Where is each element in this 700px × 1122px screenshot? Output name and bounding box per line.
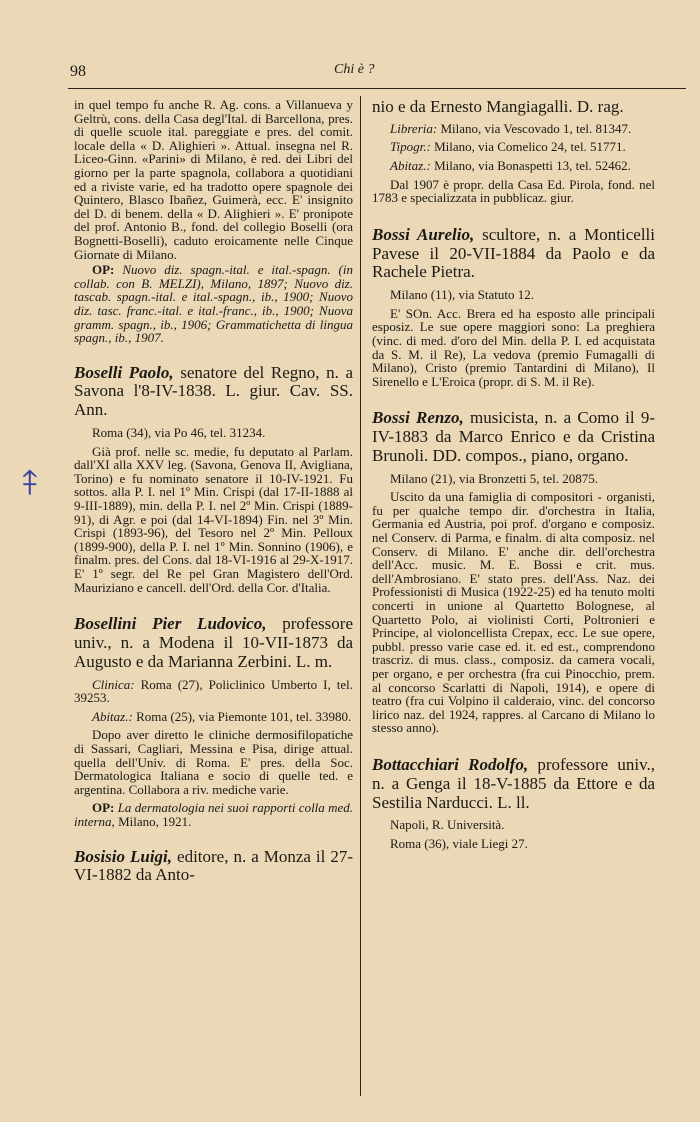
bookshop-value: Milano, via Vescovado 1, tel. 81347. (440, 120, 632, 136)
continued-entry-heading: nio e da Ernesto Mangiagalli. D. rag. (372, 97, 624, 116)
entry-heading-boselli (74, 364, 353, 420)
op-label: OP: (92, 262, 115, 278)
entry-name: Bosellini Pier Ludovico, (74, 614, 267, 634)
op-rest: Milano, 1921. (118, 813, 192, 829)
bookshop-label: Libreria: (390, 120, 438, 136)
entry-heading-text: professore univ., n. a Genga il 18-V-1885 da Ettore e da Sestilia Narducci. L. ll. (372, 754, 655, 812)
entry-heading-text: editore, n. a Monza il 27-VI-1882 da Anto- (74, 846, 353, 885)
running-title: Chi è ? (334, 62, 375, 77)
printshop-label: Tipogr.: (390, 139, 431, 155)
home-label: Abitaz.: (92, 708, 133, 724)
entry-heading-bosisio (74, 848, 353, 886)
page-number: 98 (70, 63, 86, 80)
entry-heading-bottacchiari (372, 756, 655, 812)
entry-heading-text: professore univ., n. a Modena il 10-VII-1873 da Augusto e da Marianna Zerbini. L. m. (74, 614, 353, 671)
right-column (372, 98, 655, 856)
entry-address: Milano (11), via Statuto 12. (390, 287, 534, 303)
entry-works (74, 801, 353, 828)
entry-heading-text: musicista, n. a Como il 9-IV-1883 da Marco Enrico e da Cristina Brunoli. DD. compos., piano, organo. (372, 408, 656, 465)
printshop-value: Milano, via Comelico 24, tel. 51771. (434, 139, 626, 155)
entry-home (74, 710, 353, 724)
continued-entry-text: in quel tempo fu anche R. Ag. cons. a Villanueva y Geltrù, cons. della Casa degl'Ital. di Barcellona, pres. di quelle scuole ital. pareggiate e pres. del comit. locale della « D. Alighieri ». Attual. insegna nel R. Liceo-Ginn. «Parini» di Milano, è red. dei Libri del giorno per la parte spagnola, collabora a quotidiani ed a riviste varie, ed ha tradotto opere spagnole dei Quintero, Blasco Ibañez, Guimerà, ecc. E' insignito del D. di benem. della « D. Alighieri ». E' pronipote del prof. Antonio B., fond. del collegio Boselli (ora Bognetti-Boselli), caduto eroicamente nelle Cinque Giornate di Milano. (74, 97, 353, 262)
entry-address: Roma (36), viale Liegi 27. (390, 835, 528, 851)
entry-bio: Dal 1907 è propr. della Casa Ed. Pirola, fond. nel 1783 e specializzata in pubblicaz. giur. (372, 176, 655, 206)
entry-name: Boselli Paolo, (74, 362, 174, 382)
op-works: La dermatologia nei suoi rapporti colla med. interna, (74, 800, 353, 829)
clinic-label: Clinica: (92, 676, 135, 692)
home-value: Roma (25), via Piemonte 101, tel. 33980. (136, 708, 352, 724)
clinic-value: Roma (27), Policlinico Umberto I, tel. 39253. (74, 676, 354, 706)
entry-printshop (372, 140, 655, 154)
home-value: Milano, via Bonaspetti 13, tel. 52462. (434, 157, 631, 173)
entry-bio: Dopo aver diretto le cliniche dermosifilopatiche di Sassari, Cagliari, Messina e Pisa, dirige attual. quella dell'Univ. di Roma. E' pres. della Soc. Dermatologica Italiana e socio di quelle ted. e argentina. Collabora a riv. mediche varie. (74, 727, 353, 797)
entry-home (372, 159, 655, 173)
continued-entry-works (74, 263, 353, 345)
entry-heading-text: scultore, n. a Monticelli Pavese il 20-VII-1884 da Paolo e da Rachele Pietra. (372, 224, 655, 282)
entry-address: Milano (21), via Bronzetti 5, tel. 20875. (390, 470, 598, 486)
entry-heading-text: senatore del Regno, n. a Savona l'8-IV-1838. L. giur. Cav. SS. Ann. (74, 362, 354, 420)
op-label: OP: (92, 800, 115, 816)
home-label: Abitaz.: (390, 157, 431, 173)
entry-clinic (74, 678, 353, 705)
entry-name: Bosisio Luigi, (74, 846, 173, 866)
column-rule (360, 96, 361, 1096)
entry-bookshop (372, 122, 655, 136)
entry-name: Bottacchiari Rodolfo, (372, 754, 529, 774)
entry-bio: E' SOn. Acc. Brera ed ha esposto alle principali esposiz. Le sue opere maggiori sono: La preghiera (vinc. di med. d'oro del Min. della P. I. ed acquistata da S. M. il Re), La vedova (premio Fumagalli di Milano), Cristo (premio Tantardini di Milano), Il Sirenello e L'Eroica (propr. di S. M. il Re). (372, 305, 655, 389)
entry-bio: Già prof. nelle sc. medie, fu deputato al Parlam. dall'XI alla XXV leg. (Savona, Genova II, Avigliana, Torino) e fu nominato senatore il 10-IV-1921. Fu sottos. alla P. I. nel 1º Min. Crispi (dal 17-II-1888 al 9-III-1889), min. della P. I. nel 2º Min. Crispi (1889-91), di Agr. e poi (dal 14-VI-1894) Fin. nel 3º Min. Crispi (1893-96), del Tesoro nel 2º Min. Pelloux (1899-900), della P. I. nel 1º Min. Sonnino (1906), e finalm. pres. del Cons. dal 18-VI-1916 al 29-X-1917. E' 1º segr. del Re pel Gran Magistero dell'Ord. Mauriziano e cancell. dell'Ord. della Cor. d'Italia. (74, 443, 353, 595)
op-works: Nuovo diz. spagn.-ital. e ital.-spagn. (in collab. con B. MELZI), Milano, 1897; Nuovo diz. tascab. spagn.-ital. e ital.-spagn., ib., 1900; Nuovo diz. tasc. franc.-ital. e ital.-franc., ib., 1900; Nuova gramm. spagn., ib., 1906; Grammatichetta di lingua spagn., ib., 1907. (74, 262, 353, 346)
entry-heading-bossi-renzo (372, 409, 655, 465)
entry-heading-bosellini (74, 615, 353, 671)
entry-heading-bossi-aurelio (372, 226, 655, 282)
margin-annotation: ⤉ (22, 463, 38, 503)
entry-address: Napoli, R. Università. (390, 817, 505, 833)
entry-name: Bossi Renzo, (372, 408, 464, 428)
header-rule (68, 88, 686, 89)
left-column (74, 98, 353, 891)
entry-bio: Uscito da una famiglia di compositori - organisti, fu per qualche tempo dir. d'orchestra in Italia, Germania ed Austria, poi prof. d'organo e composiz. nel Conserv. di Parma, e finalm. di alta composiz. nel Conserv. di Milano. E' anche dir. dell'orchestra dell'Acc. music. M. E. Bossi e crit. mus. dell'Ambrosiano. E' stato pres. dell'Ass. Naz. dei Professionisti di Musica (1922-25) ed ha tenuto molti concerti in unione al Quartetto Bolognese, al Quartetto Polo, ai violinisti Corti, Poltronieri e Principe, al violoncellista Crepax, ecc. Le sue opere, pubbl. presso varie case ed. it. ed est., comprendono trascriz. di mus. class., composiz. da camera vocali, per organo, e per orchestra (fra cui Pinocchio, prem. al concorso Scarlatti di Napoli, 1914), e opere di teatro (fra cui Volpino il calderaio, vinc. del concorso lirico naz. del 1924, rappres. al Carcano di Milano lo stesso anno). (372, 489, 655, 736)
entry-name: Bossi Aurelio, (372, 224, 475, 244)
entry-address: Roma (34), via Po 46, tel. 31234. (92, 425, 266, 441)
